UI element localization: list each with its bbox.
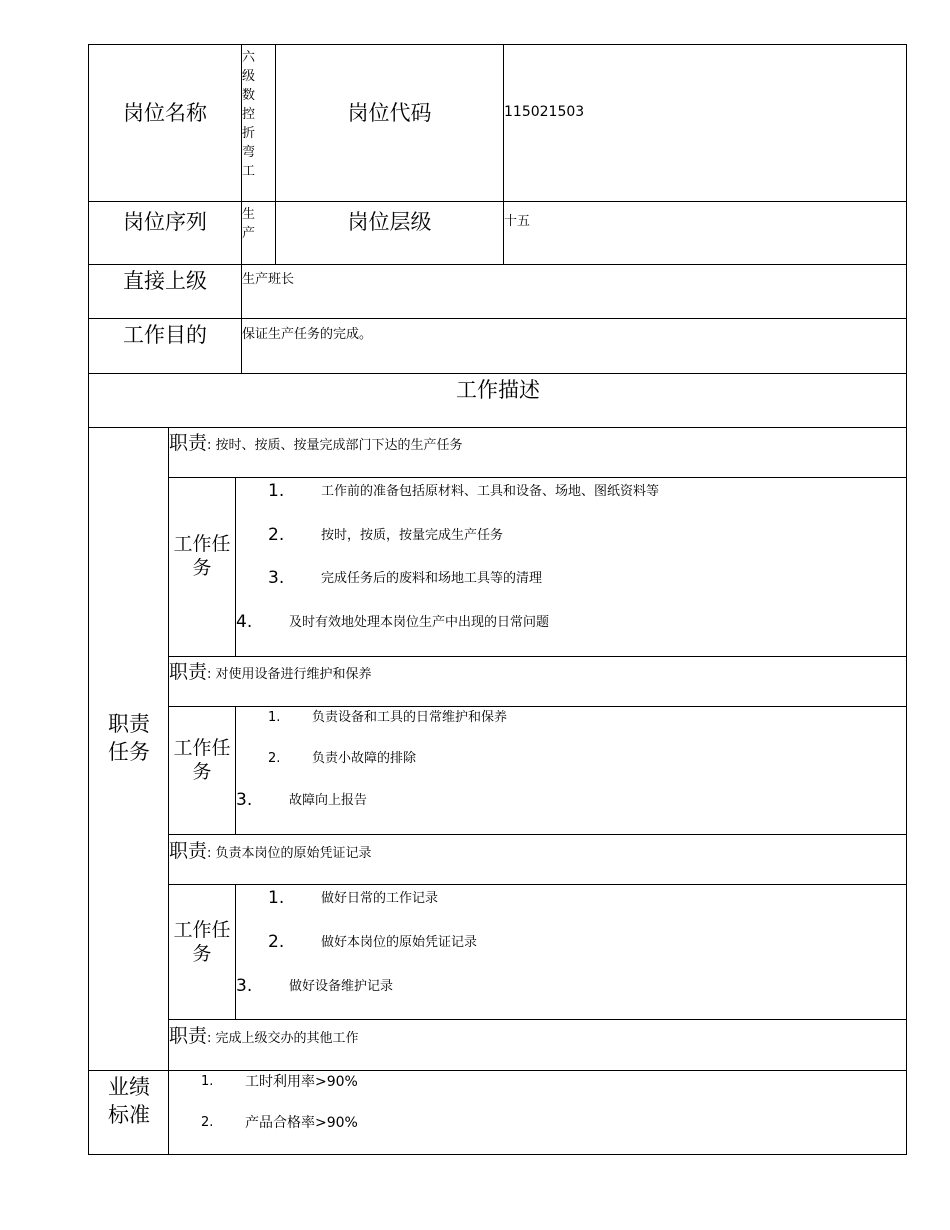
duties-label: 职责任务 xyxy=(108,712,150,764)
row-divider xyxy=(168,706,907,707)
column-divider xyxy=(275,44,276,264)
task-number: 2. xyxy=(268,932,285,952)
task-text: 工作前的准备包括原材料、工具和设备、场地、图纸资料等 xyxy=(321,484,660,499)
job-level-value: 十五 xyxy=(504,214,531,229)
duty-title-text: : 对使用设备进行维护和保养 xyxy=(207,667,372,682)
performance-item: 工时利用率>90% xyxy=(245,1074,358,1090)
direct-superior-label: 直接上级 xyxy=(123,269,207,293)
table-border-right xyxy=(906,44,907,1155)
row-divider xyxy=(168,834,907,835)
task-text: 做好本岗位的原始凭证记录 xyxy=(321,935,478,950)
task-number: 3. xyxy=(236,976,253,996)
work-purpose-value: 保证生产任务的完成。 xyxy=(242,327,373,342)
duty-title-prefix: 职责 xyxy=(169,1025,208,1047)
job-level-label: 岗位层级 xyxy=(347,210,432,234)
duty-title-prefix: 职责 xyxy=(169,661,208,683)
duty-title-prefix: 职责 xyxy=(169,840,208,862)
task-number: 3. xyxy=(268,568,285,588)
row-divider xyxy=(88,264,907,265)
duty-title-text: : 完成上级交办的其他工作 xyxy=(207,1031,359,1046)
row-divider xyxy=(168,1019,907,1020)
table-border-left xyxy=(88,44,89,1155)
row-divider xyxy=(168,477,907,478)
column-divider xyxy=(503,44,504,264)
duty-title xyxy=(169,839,372,863)
row-divider xyxy=(168,656,907,657)
performance-number: 1. xyxy=(201,1074,214,1089)
row-divider xyxy=(88,1070,907,1071)
task-text: 完成任务后的废料和场地工具等的清理 xyxy=(321,571,543,586)
task-text: 负责设备和工具的日常维护和保养 xyxy=(312,710,508,725)
job-sequence-label: 岗位序列 xyxy=(123,210,207,234)
job-code-value: 115021503 xyxy=(504,104,585,120)
work-purpose-label: 工作目的 xyxy=(123,323,207,347)
row-divider xyxy=(88,201,907,202)
task-text: 负责小故障的排除 xyxy=(312,751,417,766)
task-number: 3. xyxy=(236,790,253,810)
job-sequence-value: 生产 xyxy=(242,207,256,241)
task-number: 1. xyxy=(268,481,285,501)
task-text: 按时，按质，按量完成生产任务 xyxy=(321,528,504,543)
performance-label: 业绩标准 xyxy=(108,1075,150,1127)
table-border-bottom xyxy=(88,1154,907,1155)
direct-superior-value: 生产班长 xyxy=(242,272,295,287)
duty-title xyxy=(169,660,372,684)
duty-title xyxy=(169,1024,359,1048)
work-tasks-label: 工作任务 xyxy=(173,919,231,965)
column-divider xyxy=(235,884,236,1019)
task-number: 1. xyxy=(268,888,285,908)
performance-item: 产品合格率>90% xyxy=(245,1115,358,1131)
task-number: 1. xyxy=(268,710,281,725)
job-name-label: 岗位名称 xyxy=(123,101,207,125)
row-divider xyxy=(88,318,907,319)
task-text: 做好日常的工作记录 xyxy=(321,891,439,906)
duty-title-prefix: 职责 xyxy=(169,432,208,454)
duty-title-text: : 负责本岗位的原始凭证记录 xyxy=(207,846,372,861)
duty-title xyxy=(169,431,463,455)
job-name-value: 六级数控折弯工 xyxy=(242,50,256,179)
performance-number: 2. xyxy=(201,1115,214,1130)
row-divider xyxy=(88,427,907,428)
row-divider xyxy=(168,884,907,885)
table-border-top xyxy=(88,44,907,45)
task-number: 2. xyxy=(268,751,281,766)
task-text: 故障向上报告 xyxy=(289,793,368,808)
work-tasks-label: 工作任务 xyxy=(173,737,231,783)
work-description-title: 工作描述 xyxy=(456,378,540,402)
column-divider xyxy=(235,706,236,834)
duty-title-text: : 按时、按质、按量完成部门下达的生产任务 xyxy=(207,438,463,453)
task-text: 做好设备维护记录 xyxy=(289,979,394,994)
work-tasks-label: 工作任务 xyxy=(173,533,231,579)
task-number: 4. xyxy=(236,612,253,632)
job-code-label: 岗位代码 xyxy=(347,101,432,125)
row-divider xyxy=(88,373,907,374)
task-number: 2. xyxy=(268,525,285,545)
task-text: 及时有效地处理本岗位生产中出现的日常问题 xyxy=(289,615,550,630)
